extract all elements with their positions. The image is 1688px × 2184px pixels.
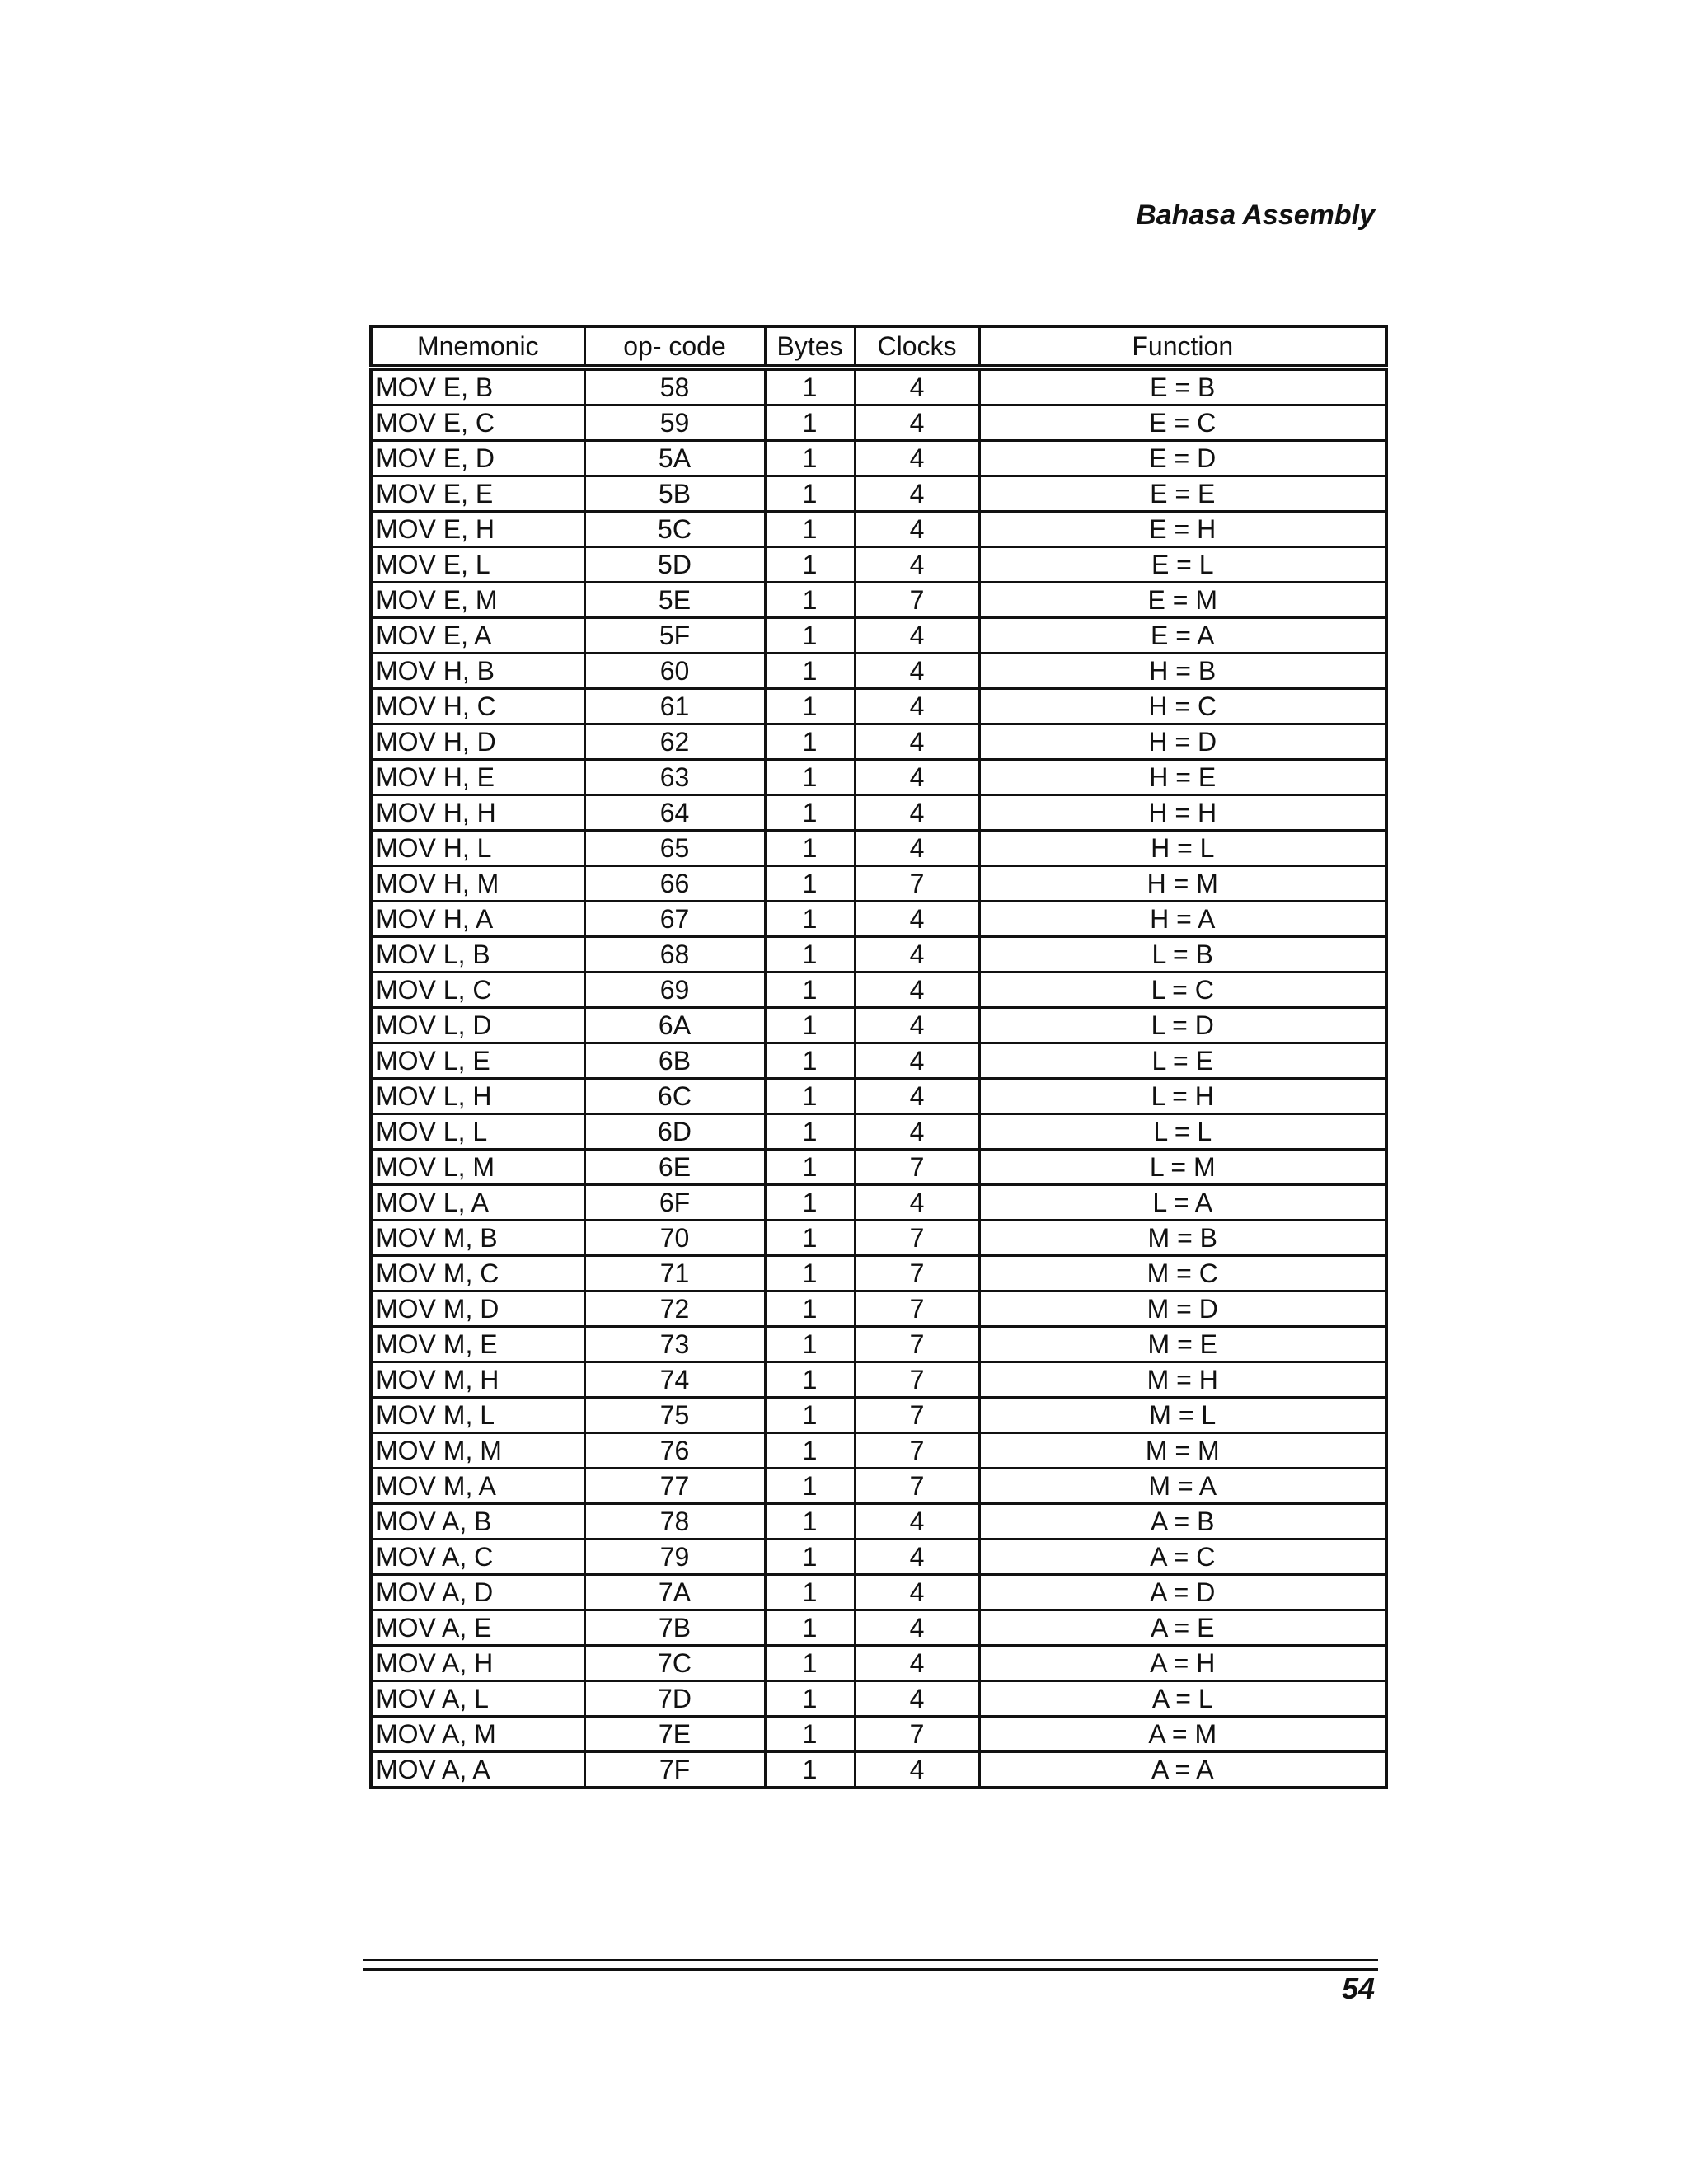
cell-bytes: 1 <box>765 1362 855 1398</box>
cell-opcode: 59 <box>584 405 765 441</box>
table-row <box>371 1540 1386 1575</box>
cell-opcode: 62 <box>584 724 765 760</box>
cell-opcode: 75 <box>584 1398 765 1433</box>
cell-bytes: 1 <box>765 724 855 760</box>
cell-mnemonic: MOV L, D <box>371 1008 584 1043</box>
cell-clocks: 7 <box>855 1717 979 1752</box>
cell-opcode: 7A <box>584 1575 765 1610</box>
cell-mnemonic: MOV E, E <box>371 476 584 512</box>
cell-mnemonic: MOV L, M <box>371 1150 584 1185</box>
cell-mnemonic: MOV M, E <box>371 1327 584 1362</box>
cell-mnemonic: MOV L, E <box>371 1043 584 1079</box>
cell-bytes: 1 <box>765 1008 855 1043</box>
column-header-opcode: op- code <box>584 326 765 368</box>
table-row <box>371 1362 1386 1398</box>
cell-bytes: 1 <box>765 1504 855 1540</box>
cell-clocks: 4 <box>855 441 979 476</box>
cell-function: L = M <box>979 1150 1386 1185</box>
cell-bytes: 1 <box>765 902 855 937</box>
cell-clocks: 4 <box>855 368 979 405</box>
cell-mnemonic: MOV M, L <box>371 1398 584 1433</box>
cell-bytes: 1 <box>765 1610 855 1646</box>
cell-opcode: 5E <box>584 583 765 618</box>
table-row <box>371 618 1386 654</box>
cell-function: A = C <box>979 1540 1386 1575</box>
cell-mnemonic: MOV M, M <box>371 1433 584 1469</box>
table-row <box>371 1150 1386 1185</box>
cell-clocks: 4 <box>855 1540 979 1575</box>
cell-opcode: 71 <box>584 1256 765 1291</box>
opcode-table-container <box>369 325 1388 1789</box>
cell-bytes: 1 <box>765 1291 855 1327</box>
cell-clocks: 4 <box>855 476 979 512</box>
cell-clocks: 7 <box>855 1433 979 1469</box>
cell-bytes: 1 <box>765 937 855 972</box>
table-header <box>371 326 1386 368</box>
table-row <box>371 1752 1386 1788</box>
cell-mnemonic: MOV A, B <box>371 1504 584 1540</box>
cell-clocks: 7 <box>855 1469 979 1504</box>
cell-bytes: 1 <box>765 1185 855 1221</box>
cell-bytes: 1 <box>765 866 855 902</box>
cell-mnemonic: MOV L, H <box>371 1079 584 1114</box>
cell-mnemonic: MOV M, D <box>371 1291 584 1327</box>
cell-opcode: 73 <box>584 1327 765 1362</box>
cell-bytes: 1 <box>765 1681 855 1717</box>
cell-function: A = A <box>979 1752 1386 1788</box>
cell-clocks: 7 <box>855 1398 979 1433</box>
cell-clocks: 7 <box>855 866 979 902</box>
cell-clocks: 7 <box>855 1291 979 1327</box>
table-row <box>371 547 1386 583</box>
cell-opcode: 65 <box>584 831 765 866</box>
cell-mnemonic: MOV H, A <box>371 902 584 937</box>
cell-opcode: 69 <box>584 972 765 1008</box>
cell-clocks: 4 <box>855 831 979 866</box>
cell-opcode: 5C <box>584 512 765 547</box>
table-row <box>371 1256 1386 1291</box>
cell-bytes: 1 <box>765 689 855 724</box>
table-row <box>371 866 1386 902</box>
cell-clocks: 7 <box>855 1362 979 1398</box>
table-row <box>371 1043 1386 1079</box>
table-row <box>371 1646 1386 1681</box>
table-row <box>371 1610 1386 1646</box>
cell-function: E = E <box>979 476 1386 512</box>
cell-bytes: 1 <box>765 654 855 689</box>
cell-clocks: 7 <box>855 1256 979 1291</box>
cell-bytes: 1 <box>765 1114 855 1150</box>
cell-opcode: 72 <box>584 1291 765 1327</box>
cell-clocks: 4 <box>855 618 979 654</box>
cell-clocks: 4 <box>855 654 979 689</box>
cell-opcode: 6E <box>584 1150 765 1185</box>
cell-opcode: 7E <box>584 1717 765 1752</box>
cell-opcode: 6D <box>584 1114 765 1150</box>
cell-bytes: 1 <box>765 1540 855 1575</box>
cell-opcode: 63 <box>584 760 765 795</box>
table-row <box>371 1008 1386 1043</box>
cell-bytes: 1 <box>765 1079 855 1114</box>
cell-bytes: 1 <box>765 1752 855 1788</box>
cell-bytes: 1 <box>765 547 855 583</box>
cell-function: A = L <box>979 1681 1386 1717</box>
column-header-clocks: Clocks <box>855 326 979 368</box>
cell-mnemonic: MOV H, L <box>371 831 584 866</box>
cell-function: L = L <box>979 1114 1386 1150</box>
cell-clocks: 4 <box>855 1575 979 1610</box>
cell-mnemonic: MOV A, H <box>371 1646 584 1681</box>
table-row <box>371 1504 1386 1540</box>
table-row <box>371 724 1386 760</box>
cell-mnemonic: MOV E, C <box>371 405 584 441</box>
cell-mnemonic: MOV H, B <box>371 654 584 689</box>
cell-function: L = H <box>979 1079 1386 1114</box>
cell-bytes: 1 <box>765 1150 855 1185</box>
cell-clocks: 4 <box>855 1008 979 1043</box>
cell-mnemonic: MOV M, C <box>371 1256 584 1291</box>
cell-bytes: 1 <box>765 512 855 547</box>
cell-opcode: 58 <box>584 368 765 405</box>
cell-opcode: 79 <box>584 1540 765 1575</box>
cell-mnemonic: MOV H, D <box>371 724 584 760</box>
cell-mnemonic: MOV E, B <box>371 368 584 405</box>
cell-mnemonic: MOV H, M <box>371 866 584 902</box>
cell-clocks: 7 <box>855 1150 979 1185</box>
cell-function: E = A <box>979 618 1386 654</box>
cell-clocks: 4 <box>855 760 979 795</box>
cell-mnemonic: MOV L, C <box>371 972 584 1008</box>
cell-bytes: 1 <box>765 1327 855 1362</box>
cell-opcode: 77 <box>584 1469 765 1504</box>
table-row <box>371 583 1386 618</box>
table-row <box>371 1221 1386 1256</box>
cell-mnemonic: MOV A, M <box>371 1717 584 1752</box>
cell-function: M = L <box>979 1398 1386 1433</box>
cell-opcode: 64 <box>584 795 765 831</box>
cell-bytes: 1 <box>765 1717 855 1752</box>
cell-function: A = E <box>979 1610 1386 1646</box>
cell-function: H = E <box>979 760 1386 795</box>
cell-clocks: 4 <box>855 1752 979 1788</box>
opcode-table <box>369 325 1388 1789</box>
cell-mnemonic: MOV A, E <box>371 1610 584 1646</box>
page-header-title: Bahasa Assembly <box>1136 199 1375 231</box>
cell-function: H = A <box>979 902 1386 937</box>
cell-clocks: 4 <box>855 972 979 1008</box>
cell-opcode: 6F <box>584 1185 765 1221</box>
table-row <box>371 1114 1386 1150</box>
cell-bytes: 1 <box>765 1043 855 1079</box>
table-row <box>371 689 1386 724</box>
cell-function: E = C <box>979 405 1386 441</box>
cell-clocks: 7 <box>855 1327 979 1362</box>
table-body <box>371 368 1386 1788</box>
cell-bytes: 1 <box>765 368 855 405</box>
table-row <box>371 760 1386 795</box>
table-row <box>371 1185 1386 1221</box>
cell-function: M = H <box>979 1362 1386 1398</box>
cell-opcode: 7C <box>584 1646 765 1681</box>
table-row <box>371 902 1386 937</box>
table-row <box>371 1079 1386 1114</box>
cell-opcode: 6B <box>584 1043 765 1079</box>
cell-function: L = C <box>979 972 1386 1008</box>
cell-clocks: 7 <box>855 1221 979 1256</box>
cell-function: A = M <box>979 1717 1386 1752</box>
cell-function: A = D <box>979 1575 1386 1610</box>
cell-opcode: 68 <box>584 937 765 972</box>
cell-bytes: 1 <box>765 831 855 866</box>
cell-function: H = D <box>979 724 1386 760</box>
table-row <box>371 476 1386 512</box>
table-header-row <box>371 326 1386 368</box>
cell-function: L = B <box>979 937 1386 972</box>
cell-bytes: 1 <box>765 1256 855 1291</box>
cell-mnemonic: MOV A, D <box>371 1575 584 1610</box>
column-header-bytes: Bytes <box>765 326 855 368</box>
cell-opcode: 74 <box>584 1362 765 1398</box>
cell-clocks: 4 <box>855 937 979 972</box>
cell-bytes: 1 <box>765 1398 855 1433</box>
cell-function: M = D <box>979 1291 1386 1327</box>
cell-function: H = B <box>979 654 1386 689</box>
cell-mnemonic: MOV H, H <box>371 795 584 831</box>
cell-clocks: 4 <box>855 547 979 583</box>
cell-bytes: 1 <box>765 1433 855 1469</box>
cell-opcode: 78 <box>584 1504 765 1540</box>
cell-clocks: 4 <box>855 1043 979 1079</box>
cell-mnemonic: MOV A, C <box>371 1540 584 1575</box>
cell-opcode: 67 <box>584 902 765 937</box>
cell-function: E = B <box>979 368 1386 405</box>
cell-mnemonic: MOV M, H <box>371 1362 584 1398</box>
table-row <box>371 1575 1386 1610</box>
cell-bytes: 1 <box>765 1221 855 1256</box>
table-row <box>371 831 1386 866</box>
cell-function: L = A <box>979 1185 1386 1221</box>
cell-opcode: 7B <box>584 1610 765 1646</box>
cell-function: E = H <box>979 512 1386 547</box>
cell-mnemonic: MOV L, B <box>371 937 584 972</box>
cell-opcode: 76 <box>584 1433 765 1469</box>
cell-opcode: 60 <box>584 654 765 689</box>
cell-function: H = L <box>979 831 1386 866</box>
cell-function: M = B <box>979 1221 1386 1256</box>
cell-clocks: 4 <box>855 724 979 760</box>
page-number: 54 <box>1341 1971 1375 2005</box>
cell-function: M = E <box>979 1327 1386 1362</box>
cell-clocks: 4 <box>855 902 979 937</box>
cell-opcode: 61 <box>584 689 765 724</box>
cell-function: E = L <box>979 547 1386 583</box>
cell-opcode: 6C <box>584 1079 765 1114</box>
cell-mnemonic: MOV M, B <box>371 1221 584 1256</box>
cell-bytes: 1 <box>765 1469 855 1504</box>
cell-bytes: 1 <box>765 1575 855 1610</box>
cell-clocks: 7 <box>855 583 979 618</box>
cell-mnemonic: MOV E, A <box>371 618 584 654</box>
cell-function: H = M <box>979 866 1386 902</box>
cell-clocks: 4 <box>855 1504 979 1540</box>
cell-opcode: 66 <box>584 866 765 902</box>
cell-bytes: 1 <box>765 1646 855 1681</box>
cell-opcode: 7D <box>584 1681 765 1717</box>
cell-clocks: 4 <box>855 1185 979 1221</box>
cell-function: E = M <box>979 583 1386 618</box>
table-row <box>371 441 1386 476</box>
cell-bytes: 1 <box>765 795 855 831</box>
cell-mnemonic: MOV E, L <box>371 547 584 583</box>
table-row <box>371 1327 1386 1362</box>
table-row <box>371 368 1386 405</box>
cell-clocks: 4 <box>855 1646 979 1681</box>
table-row <box>371 937 1386 972</box>
cell-opcode: 5B <box>584 476 765 512</box>
cell-mnemonic: MOV A, L <box>371 1681 584 1717</box>
cell-function: M = M <box>979 1433 1386 1469</box>
table-row <box>371 795 1386 831</box>
column-header-mnemonic: Mnemonic <box>371 326 584 368</box>
table-row <box>371 1398 1386 1433</box>
cell-opcode: 7F <box>584 1752 765 1788</box>
cell-mnemonic: MOV A, A <box>371 1752 584 1788</box>
table-row <box>371 1469 1386 1504</box>
cell-opcode: 6A <box>584 1008 765 1043</box>
cell-function: E = D <box>979 441 1386 476</box>
footer-double-rule <box>363 1959 1378 1971</box>
table-row <box>371 1681 1386 1717</box>
cell-function: L = E <box>979 1043 1386 1079</box>
cell-mnemonic: MOV M, A <box>371 1469 584 1504</box>
cell-clocks: 4 <box>855 1610 979 1646</box>
cell-clocks: 4 <box>855 1079 979 1114</box>
cell-opcode: 5F <box>584 618 765 654</box>
cell-clocks: 4 <box>855 689 979 724</box>
cell-clocks: 4 <box>855 1114 979 1150</box>
cell-opcode: 5A <box>584 441 765 476</box>
cell-clocks: 4 <box>855 1681 979 1717</box>
column-header-function: Function <box>979 326 1386 368</box>
cell-opcode: 70 <box>584 1221 765 1256</box>
cell-function: H = H <box>979 795 1386 831</box>
cell-function: L = D <box>979 1008 1386 1043</box>
cell-opcode: 5D <box>584 547 765 583</box>
cell-clocks: 4 <box>855 512 979 547</box>
cell-clocks: 4 <box>855 405 979 441</box>
cell-function: H = C <box>979 689 1386 724</box>
cell-mnemonic: MOV H, E <box>371 760 584 795</box>
cell-mnemonic: MOV H, C <box>371 689 584 724</box>
table-row <box>371 972 1386 1008</box>
cell-function: A = H <box>979 1646 1386 1681</box>
cell-bytes: 1 <box>765 476 855 512</box>
cell-mnemonic: MOV E, M <box>371 583 584 618</box>
cell-function: M = C <box>979 1256 1386 1291</box>
table-row <box>371 1717 1386 1752</box>
table-row <box>371 512 1386 547</box>
cell-mnemonic: MOV E, H <box>371 512 584 547</box>
table-row <box>371 1433 1386 1469</box>
cell-bytes: 1 <box>765 972 855 1008</box>
cell-bytes: 1 <box>765 583 855 618</box>
cell-mnemonic: MOV L, A <box>371 1185 584 1221</box>
cell-bytes: 1 <box>765 441 855 476</box>
cell-function: A = B <box>979 1504 1386 1540</box>
cell-bytes: 1 <box>765 760 855 795</box>
table-row <box>371 405 1386 441</box>
cell-clocks: 4 <box>855 795 979 831</box>
cell-mnemonic: MOV E, D <box>371 441 584 476</box>
cell-bytes: 1 <box>765 405 855 441</box>
table-row <box>371 654 1386 689</box>
cell-mnemonic: MOV L, L <box>371 1114 584 1150</box>
cell-bytes: 1 <box>765 618 855 654</box>
cell-function: M = A <box>979 1469 1386 1504</box>
table-row <box>371 1291 1386 1327</box>
